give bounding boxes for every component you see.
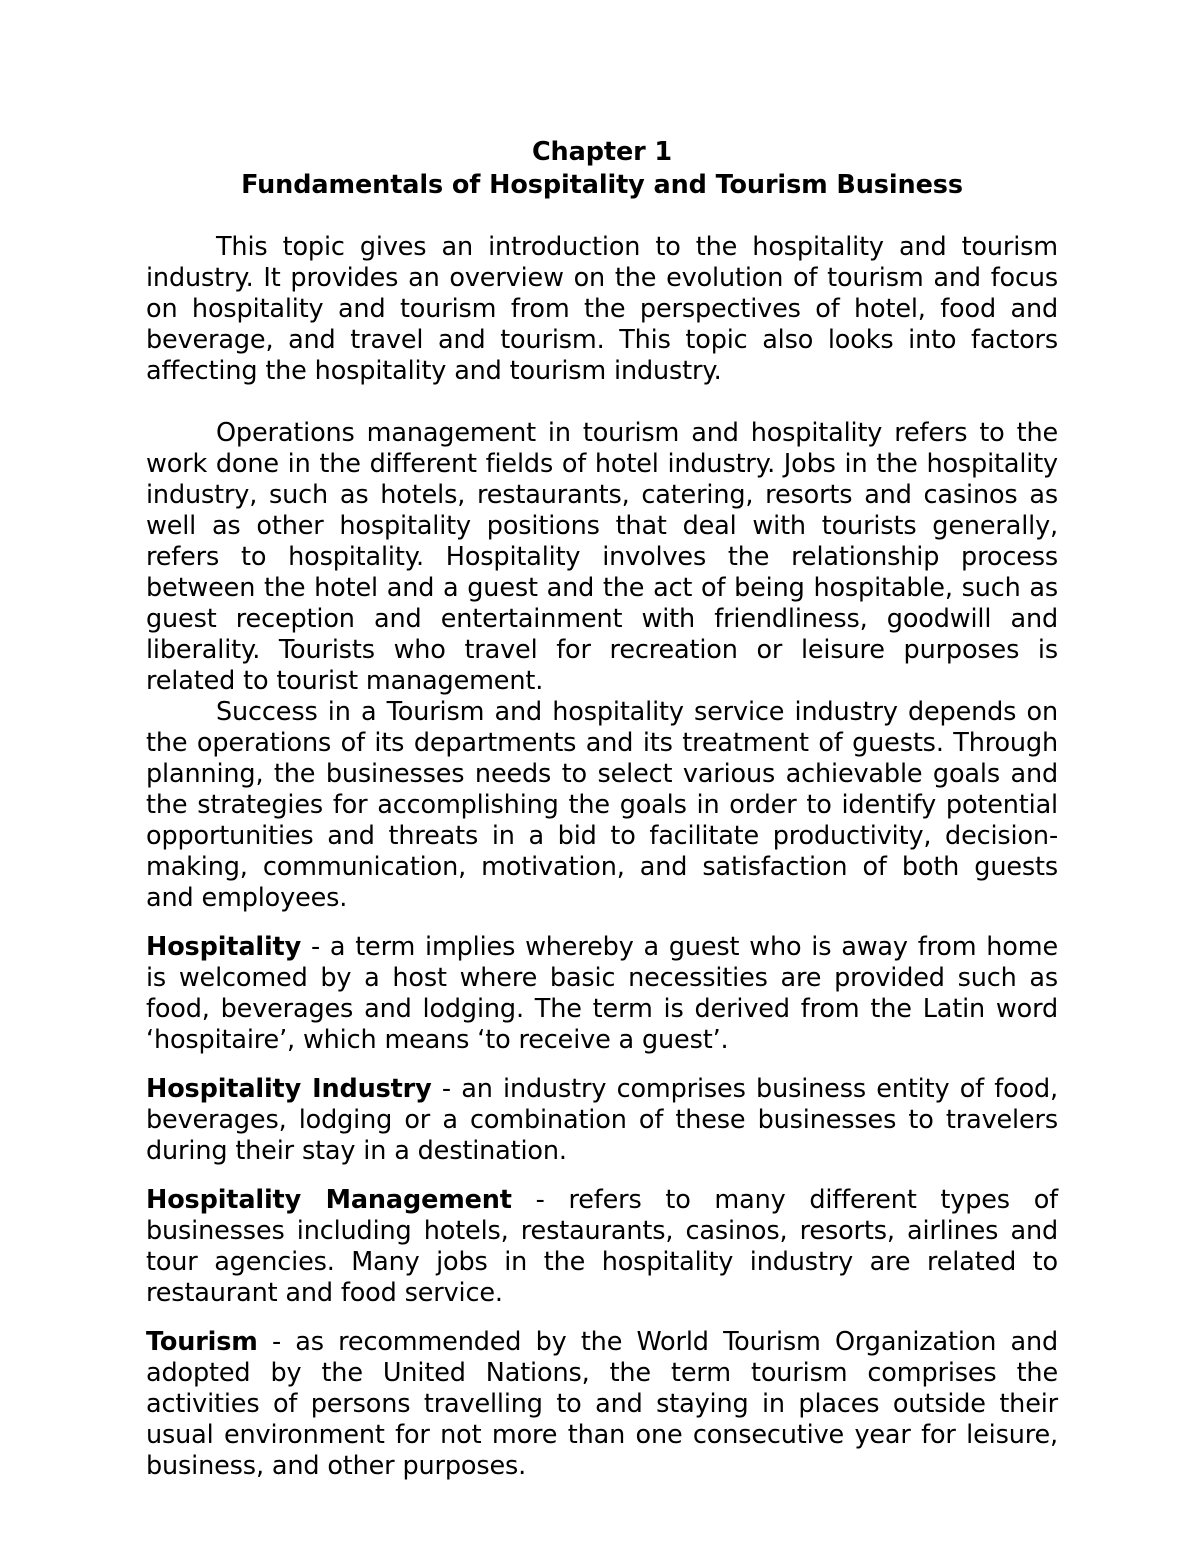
definition-hospitality <box>146 932 1058 1056</box>
definition-hospitality-management <box>146 1185 1058 1309</box>
title-line-subject: Fundamentals of Hospitality and Tourism Business <box>241 170 963 200</box>
definition-hospitality-industry <box>146 1074 1058 1167</box>
page-title <box>146 136 1058 201</box>
definition-term-hospitality-industry: Hospitality Industry <box>146 1074 432 1104</box>
definition-term-tourism: Tourism <box>146 1327 258 1357</box>
paragraph-success: Success in a Tourism and hospitality service industry depends on the operations of its departments and its treatment of guests. Through planning, the businesses needs to select various achievable goals and the strategies for accomplishing the goals in order to identify potential opportunities and threats in a bid to facilitate productivity, decision-making, communication, motivation, and satisfaction of both guests and employees. <box>146 697 1058 913</box>
definition-tourism <box>146 1327 1058 1482</box>
definition-separator: - <box>511 1185 569 1215</box>
document-content <box>146 136 1058 1482</box>
title-line-chapter: Chapter 1 <box>531 137 673 167</box>
definition-text-hospitality-industry: an industry comprises business entity of food, beverages, lodging or a combination of these businesses to travelers during their stay in a destination. <box>146 1074 1059 1166</box>
definition-term-hospitality-management: Hospitality Management <box>146 1185 512 1215</box>
paragraph-intro: This topic gives an introduction to the hospitality and tourism industry. It provides an overview on the evolution of tourism and focus on hospitality and tourism from the perspectives of hotel, food and beverage, and travel and tourism. This topic also looks into factors affecting the hospitality and tourism industry. <box>146 232 1058 386</box>
definition-separator: - <box>301 932 330 962</box>
definition-text-tourism: as recommended by the World Tourism Organization and adopted by the United Nations, the term tourism comprises the activities of persons travelling to and staying in places outside their usual environment for not more than one consecutive year for leisure, business, and other purposes. <box>146 1327 1058 1481</box>
paragraph-operations: Operations management in tourism and hospitality refers to the work done in the different fields of hotel industry. Jobs in the hospitality industry, such as hotels, restaurants, catering, resorts and casinos as well as other hospitality positions that deal with tourists generally, refers to hospitality. Hospitality involves the relationship process between the hotel and a guest and the act of being hospitable, such as guest reception and entertainment with friendliness, goodwill and liberality. Tourists who travel for recreation or leisure purposes is related to tourist management. <box>146 418 1058 696</box>
definition-separator: - <box>431 1074 462 1104</box>
definition-separator: - <box>257 1327 296 1357</box>
definition-term-hospitality: Hospitality <box>146 932 302 962</box>
definition-text-hospitality: a term implies whereby a guest who is away from home is welcomed by a host where basic necessities are provided such as food, beverages and lodging. The term is derived from the Latin word ‘hospitaire’, which means ‘to receive a guest’. <box>146 932 1058 1055</box>
definition-text-hospitality-management: refers to many different types of businesses including hotels, restaurants, casinos, resorts, airlines and tour agencies. Many jobs in the hospitality industry are related to restaurant and food service. <box>146 1185 1058 1308</box>
